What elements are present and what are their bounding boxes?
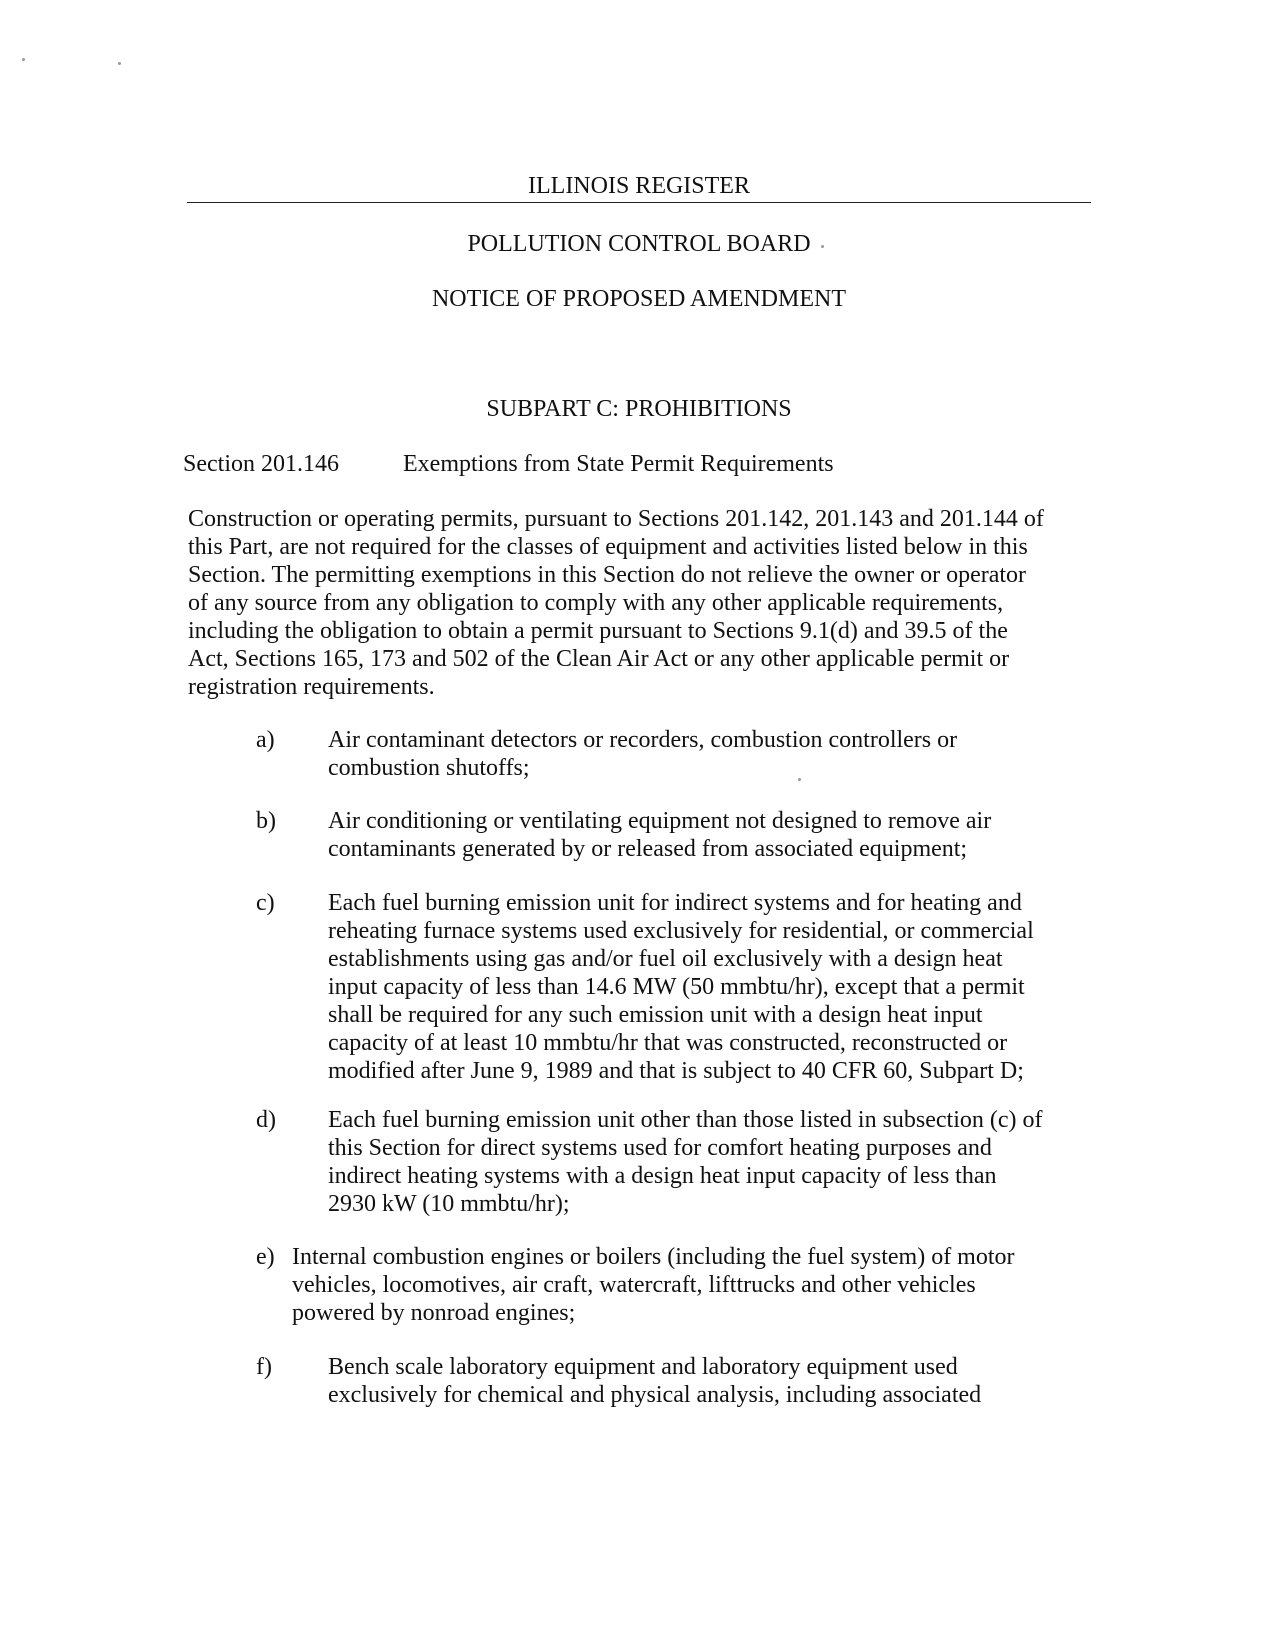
item-text [292, 1243, 1015, 1327]
item-line: modified after June 9, 1989 and that is subject to 40 CFR 60, Subpart D; [328, 1058, 1024, 1084]
item-label: a) [256, 727, 275, 753]
scan-speck [798, 778, 801, 781]
item-line: indirect heating systems with a design heat input capacity of less than [328, 1163, 997, 1189]
item-line: Air conditioning or ventilating equipment not designed to remove air [328, 808, 992, 834]
board-name: POLLUTION CONTROL BOARD [467, 231, 811, 257]
register-header: ILLINOIS REGISTER [528, 173, 750, 199]
section-title: Exemptions from State Permit Requirements [403, 451, 834, 477]
intro-paragraph [188, 505, 1108, 701]
notice-title: NOTICE OF PROPOSED AMENDMENT [431, 286, 847, 312]
item-line: input capacity of less than 14.6 MW (50 mmbtu/hr), except that a permit [328, 974, 1025, 1000]
item-line: contaminants generated by or released from associated equipment; [328, 836, 968, 862]
item-line: powered by nonroad engines; [292, 1300, 576, 1326]
item-label: f) [256, 1354, 272, 1380]
item-line: combustion shutoffs; [328, 755, 530, 781]
intro-line: registration requirements. [188, 674, 435, 700]
intro-line: of any source from any obligation to comply with any other applicable requirements, [188, 590, 1004, 616]
item-text [328, 889, 1034, 1085]
item-label: d) [256, 1107, 276, 1133]
item-label: e) [256, 1244, 275, 1270]
item-line: vehicles, locomotives, air craft, watercraft, lifttrucks and other vehicles [292, 1272, 976, 1298]
intro-line: Section. The permitting exemptions in this Section do not relieve the owner or operator [188, 562, 1027, 588]
item-text [328, 726, 957, 782]
item-line: reheating furnace systems used exclusively for residential, or commercial [328, 918, 1034, 944]
item-line: establishments using gas and/or fuel oil exclusively with a design heat [328, 946, 1003, 972]
header-rule [187, 202, 1091, 203]
item-line: Bench scale laboratory equipment and laboratory equipment used [328, 1354, 958, 1380]
scan-speck [22, 58, 25, 61]
item-line: Each fuel burning emission unit other than those listed in subsection (c) of [328, 1107, 1043, 1133]
intro-line: Construction or operating permits, pursuant to Sections 201.142, 201.143 and 201.144 of [188, 506, 1044, 532]
item-line: Internal combustion engines or boilers (including the fuel system) of motor [292, 1244, 1015, 1270]
item-line: capacity of at least 10 mmbtu/hr that was constructed, reconstructed or [328, 1030, 1008, 1056]
item-text [328, 1353, 981, 1409]
item-line: 2930 kW (10 mmbtu/hr); [328, 1191, 570, 1217]
subpart-heading: SUBPART C: PROHIBITIONS [486, 396, 792, 422]
scan-speck [821, 245, 824, 248]
item-label: c) [256, 890, 275, 916]
intro-line: this Part, are not required for the classes of equipment and activities listed below in this [188, 534, 1028, 560]
item-line: Air contaminant detectors or recorders, combustion controllers or [328, 727, 958, 753]
item-line: Each fuel burning emission unit for indirect systems and for heating and [328, 890, 1022, 916]
item-label: b) [256, 808, 276, 834]
scan-speck [118, 62, 121, 65]
item-text [328, 1106, 1043, 1218]
section-number: Section 201.146 [183, 451, 339, 477]
item-line: shall be required for any such emission unit with a design heat input [328, 1002, 983, 1028]
item-line: this Section for direct systems used for comfort heating purposes and [328, 1135, 992, 1161]
item-text [328, 807, 991, 863]
intro-line: including the obligation to obtain a permit pursuant to Sections 9.1(d) and 39.5 of the [188, 618, 1008, 644]
item-line: exclusively for chemical and physical analysis, including associated [328, 1382, 982, 1408]
intro-line: Act, Sections 165, 173 and 502 of the Clean Air Act or any other applicable permit or [188, 646, 1010, 672]
